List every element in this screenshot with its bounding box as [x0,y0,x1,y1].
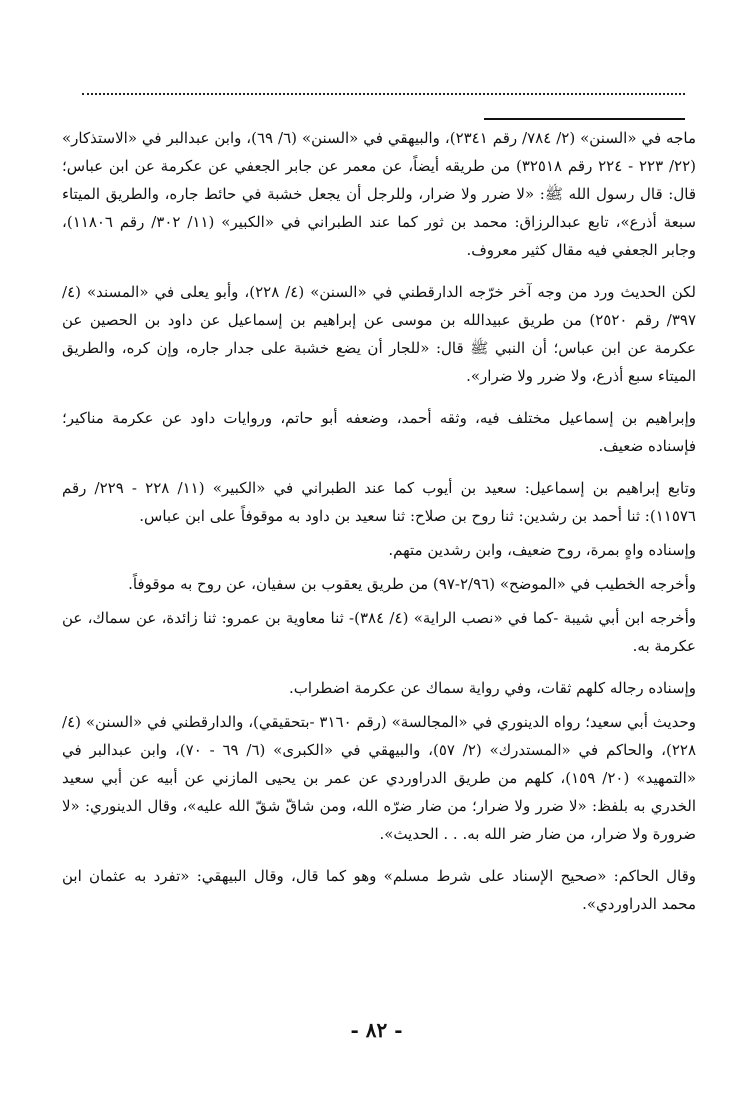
footnote-rule [484,118,685,120]
paragraph: وأخرجه الخطيب في «الموضح» (٢/٩٦-٩٧) من طريق يعقوب بن سفيان، عن روح به موقوفاً. [128,575,696,593]
paragraph: وإسناده رجاله كلهم ثقات، وفي رواية سماك عن عكرمة اضطراب. [289,679,696,697]
paragraph: لكن الحديث ورد من وجه آخر خرّجه الدارقطني في «السنن» (٤/ ٢٢٨)، وأبو يعلى في «المسند» (٤/ ٣٩٧/ رقم ٢٥٢٠) من طريق عبيدالله بن موسى عن إبراهيم بن إسماعيل عن داود بن الحصين عن عكرمة عن ابن عباس؛ أن النبي ﷺ قال: «للجار أن يضع خشبة على جدار جاره، وإن كره، والطريق الميتاء سبع أذرع، ولا ضرر ولا ضرار». [62,283,697,385]
paragraph: وحديث أبي سعيد؛ رواه الدينوري في «المجالسة» (رقم ٣١٦٠ -بتحقيقي)، والدارقطني في «السنن» (٤/ ٢٢٨)، والحاكم في «المستدرك» (٢/ ٥٧)، والبيهقي في «الكبرى» (٦/ ٦٩ - ٧٠)، وابن عبدالبر في «التمهيد» (٢٠/ ١٥٩)، كلهم من طريق الدراوردي عن عمر بن يحيى المازني عن أبيه عن أبي سعيد الخدري به بلفظ: «لا ضرر ولا ضرار؛ من ضار ضرّه الله، ومن شاقّ شقّ الله عليه»، وقال الدينوري: «لا ضرورة ولا ضرار، من ضار ضر الله به. . . الحديث». [62,713,697,843]
paragraph: ماجه في «السنن» (٢/ ٧٨٤/ رقم ٢٣٤١)، والبيهقي في «السنن» (٦/ ٦٩)، وابن عبدالبر في «الاستذكار» (٢٢/ ٢٢٣ - ٢٢٤ رقم ٣٢٥١٨) من طريقه أيضاً، عن معمر عن جابر الجعفي عن عكرمة عن ابن عباس؛ قال: قال رسول الله ﷺ: «لا ضرر ولا ضرار، وللرجل أن يجعل خشبة في حائط جاره، والطريق الميتاء سبعة أذرع»، تابع عبدالرزاق: محمد بن ثور كما عند الطبراني في «الكبير» (١١/ ٣٠٢/ رقم ١١٨٠٦)، وجابر الجعفي فيه مقال كثير معروف. [62,129,697,259]
dotted-separator [82,93,685,95]
paragraph: وتابع إبراهيم بن إسماعيل: سعيد بن أيوب كما عند الطبراني في «الكبير» (١١/ ٢٢٨ - ٢٢٩/ رقم ١١٥٧٦): ثنا أحمد بن رشدين: ثنا روح بن صلاح: ثنا سعيد بن داود به موقوفاً على ابن عباس. [62,479,697,525]
page-number: - ٨٢ - [350,1018,403,1042]
paragraph: وقال الحاكم: «صحيح الإسناد على شرط مسلم» وهو كما قال، وقال البيهقي: «تفرد به عثمان ابن محمد الدراوردي». [62,867,696,913]
paragraph: وإبراهيم بن إسماعيل مختلف فيه، وثقه أحمد، وضعفه أبو حاتم، وروايات داود عن عكرمة مناكير؛ فإسناده ضعيف. [62,409,696,455]
footnote-text-block [62,124,696,932]
paragraph: وإسناده واهٍ بمرة، روح ضعيف، وابن رشدين متهم. [388,541,696,559]
paragraph: وأخرجه ابن أبي شيبة -كما في «نصب الراية» (٤/ ٣٨٤)- ثنا معاوية بن عمرو: ثنا زائدة، عن سماك، عن عكرمة به. [62,609,696,655]
